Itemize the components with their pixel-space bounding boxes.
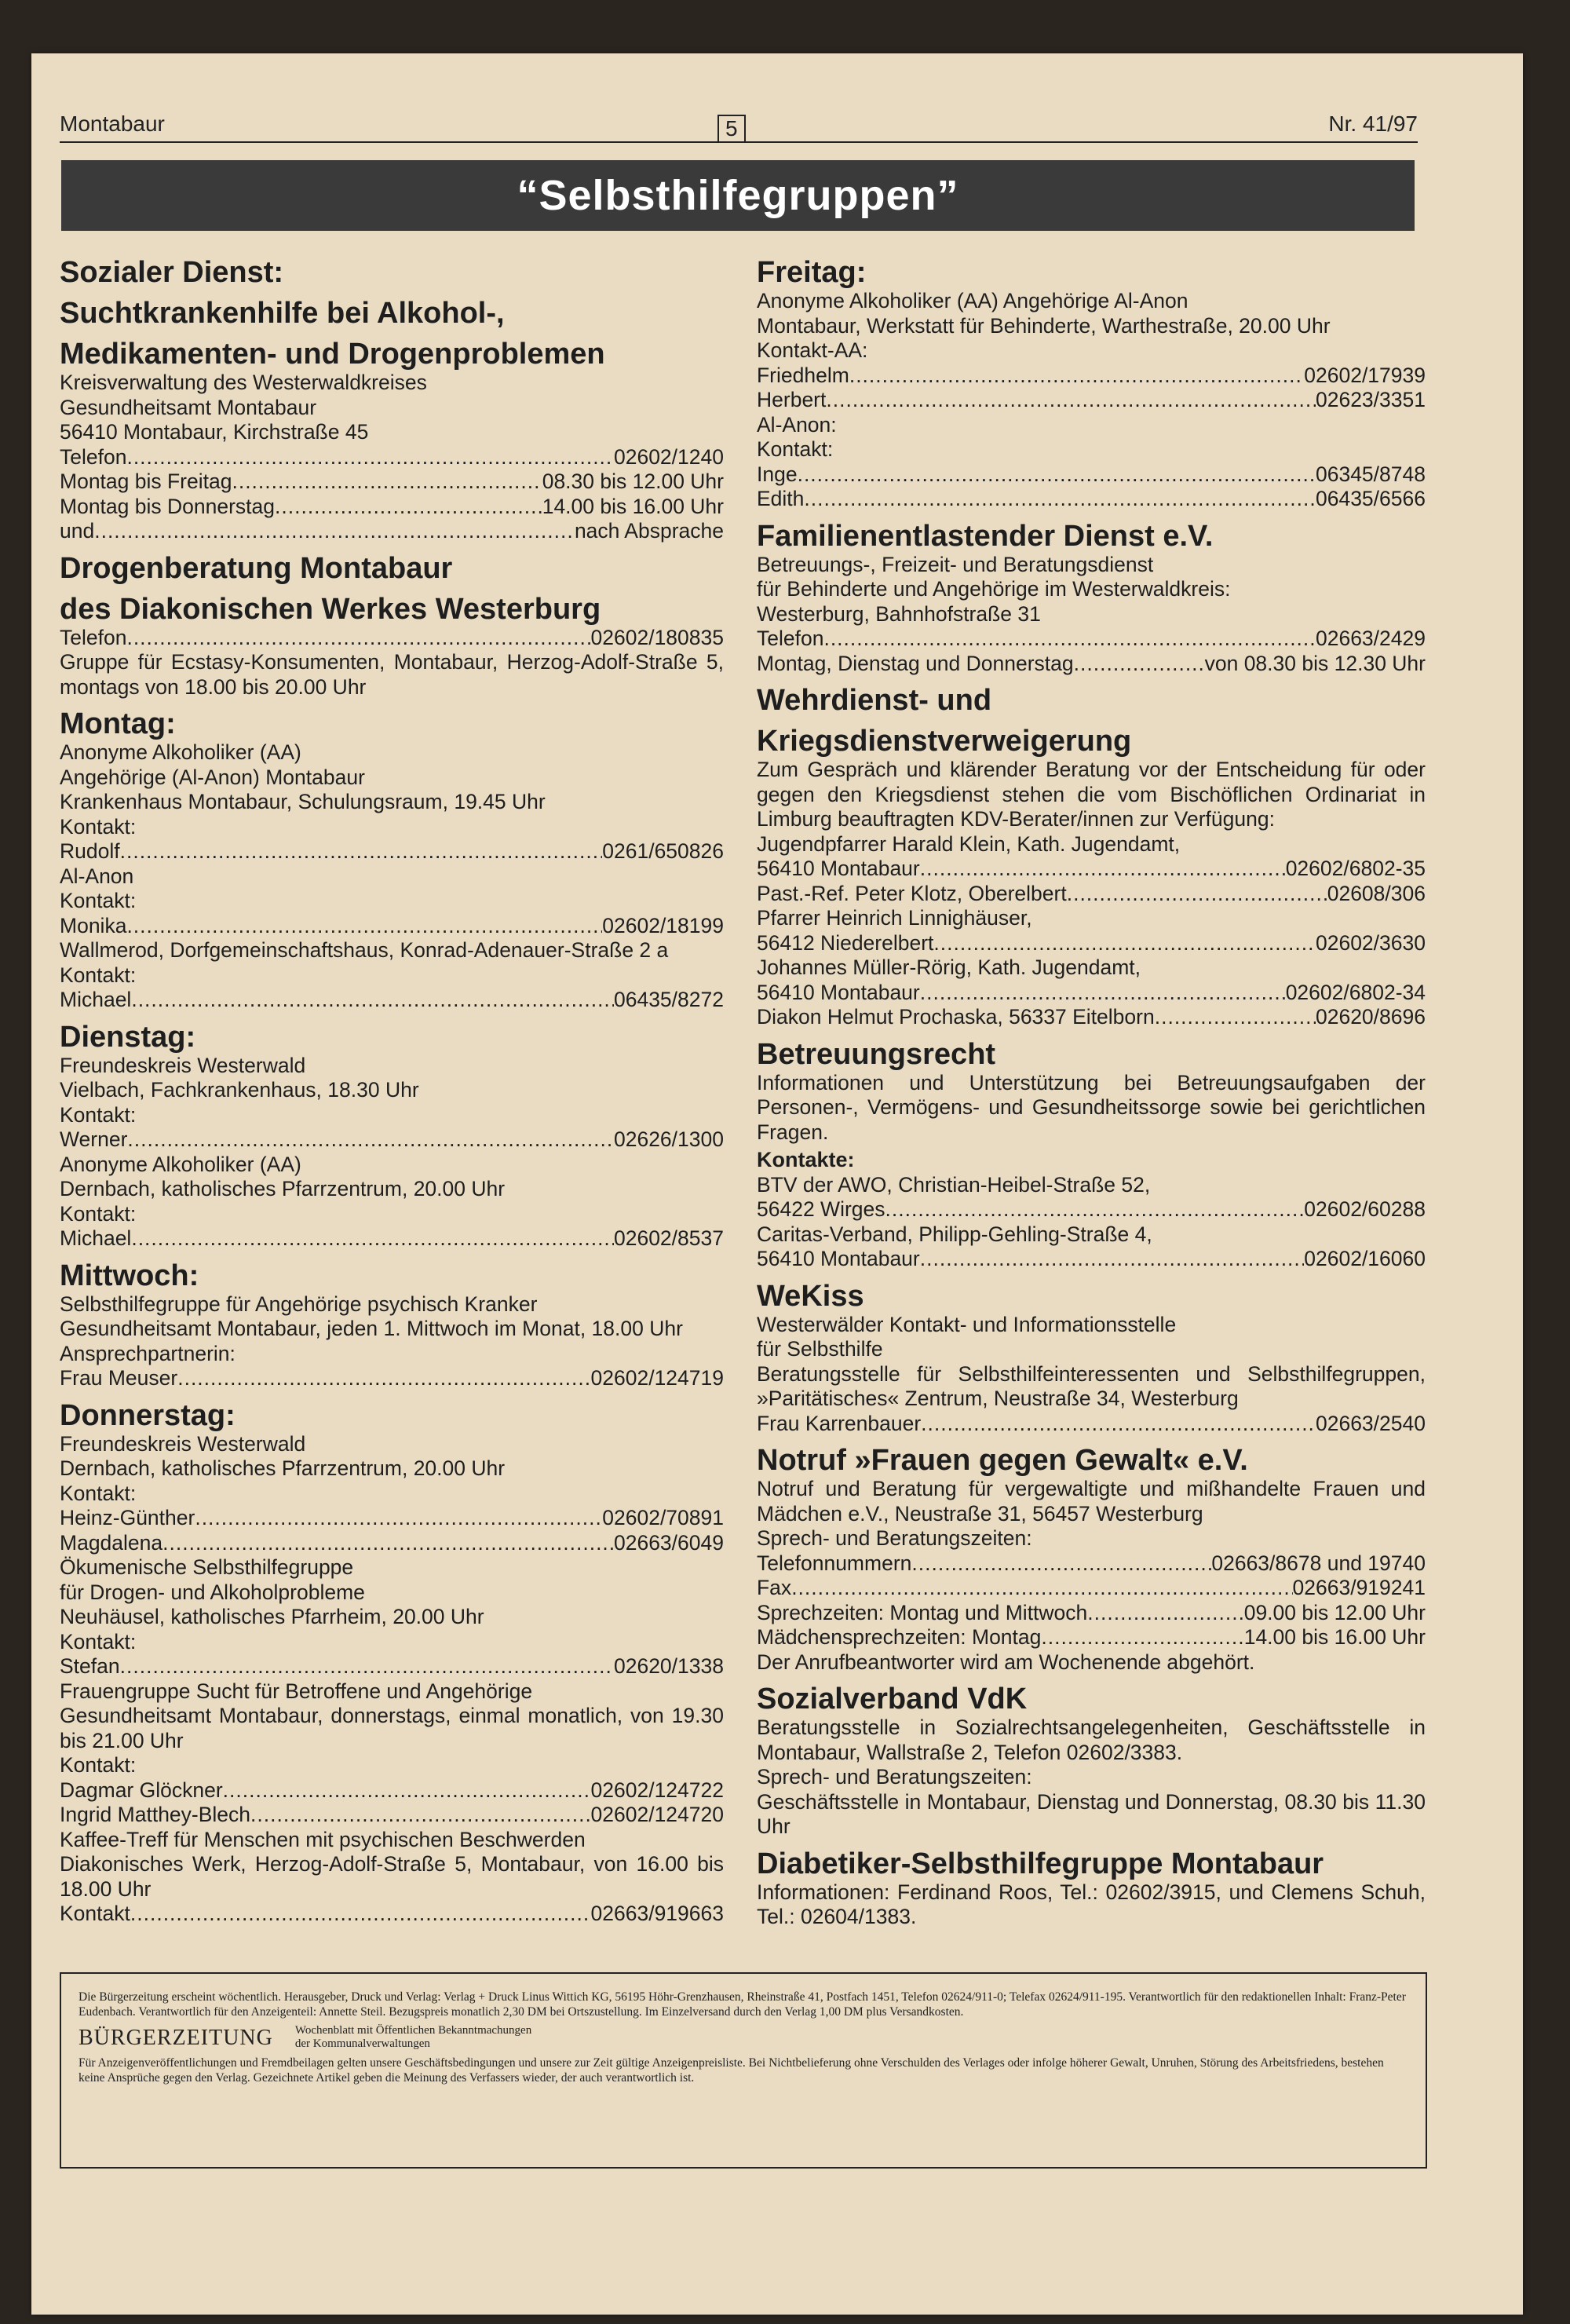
text-line: Informationen: Ferdinand Roos, Tel.: 02602/3915, und Clemens Schuh, Tel.: 02604/1383. <box>757 1880 1426 1928</box>
text-line: für Drogen- und Alkoholprobleme <box>60 1580 365 1604</box>
text-line: Neuhäusel, katholisches Pfarrheim, 20.00 Uhr <box>60 1605 484 1628</box>
text-line: Angehörige (Al-Anon) Montabaur <box>60 765 365 789</box>
entry-row <box>757 388 1426 413</box>
section-heading: Dienstag: <box>60 1020 196 1054</box>
dot-leader <box>1087 1601 1243 1626</box>
text-line: Diakonisches Werk, Herzog-Adolf-Straße 5, Montabaur, von 16.00 bis 18.00 Uhr <box>60 1852 724 1901</box>
brand-subtitle-2: der Kommunalverwaltungen <box>294 2037 430 2050</box>
entry-label: und <box>60 519 95 543</box>
entry-label: Sprechzeiten: Montag und Mittwoch <box>757 1600 1088 1624</box>
text-line: Westerwälder Kontakt- und Informationsstelle <box>757 1312 1177 1336</box>
text-line: Krankenhaus Montabaur, Schulungsraum, 19.45 Uhr <box>60 790 546 813</box>
entry-label: Dagmar Glöckner <box>60 1778 223 1802</box>
text-line: Selbsthilfegruppe für Angehörige psychisch Kranker <box>60 1292 538 1316</box>
entry-value: 08.30 bis 12.00 Uhr <box>542 470 724 493</box>
section-heading: Medikamenten- und Drogenproblemen <box>60 338 605 371</box>
text-line: Kontakt-AA: <box>757 338 868 362</box>
entry-value: 02620/1338 <box>613 1654 724 1678</box>
entry-value: 02602/18199 <box>602 913 724 937</box>
text-line: Freundeskreis Westerwald <box>60 1431 306 1456</box>
entry-value: von 08.30 bis 12.30 Uhr <box>1204 651 1426 675</box>
entry-value: 02608/306 <box>1327 881 1426 905</box>
text-line: Gesundheitsamt Montabaur <box>60 395 317 419</box>
imprint-text: Die Bürgerzeitung erscheint wöchentlich. Herausgeber, Druck und Verlag: Verlag + Druck Linus Wittich KG, 56195 Höhr-Grenzhausen, Rheinstraße 41, Postfach 1451, Telefon 02624/911-0; Telefax 02624/911-195. Verantwortlich für den redaktionellen Inhalt: Franz-Peter Eudenbach. Verantwortlich für den Anzeigenteil: Annette Steil. Bezugspreis monatlich 2,30 DM bei Ortszustellung. Im Einzelversand durch den Verlag 1,00 DM plus Versandkosten. <box>78 1990 1406 2019</box>
section-heading: Familienentlastender Dienst e.V. <box>757 519 1214 553</box>
text-line: Anonyme Alkoholiker (AA) <box>60 1152 301 1176</box>
section-heading: Suchtkrankenhilfe bei Alkohol-, <box>60 297 505 330</box>
dot-leader <box>933 931 1316 956</box>
entry-value: 02623/3351 <box>1315 388 1426 411</box>
entry-label: Telefon <box>60 625 127 649</box>
text-line: Montabaur, Werkstatt für Behinderte, Warthestraße, 20.00 Uhr <box>757 313 1331 338</box>
entry-value: 06435/6566 <box>1315 487 1426 510</box>
dot-leader <box>823 627 1316 652</box>
text-line: Kontakt: <box>60 1102 137 1127</box>
entry-label: Friedhelm <box>757 363 849 387</box>
entry-label: Telefon <box>60 444 127 469</box>
brand-subtitle <box>295 2024 531 2051</box>
entry-value: 02626/1300 <box>613 1127 724 1151</box>
dot-leader <box>1074 652 1205 677</box>
issue-number: Nr. 41/97 <box>1328 111 1418 136</box>
entry-value: 02602/124722 <box>590 1778 724 1802</box>
entry-row <box>60 470 724 495</box>
text-line: 56410 Montabaur, Kirchstraße 45 <box>60 420 369 444</box>
section-heading: des Diakonischen Werkes Westerburg <box>60 592 601 626</box>
text-line: Kontakt: <box>757 437 834 461</box>
entry-value: 02602/6802-34 <box>1285 980 1426 1004</box>
entry-row <box>757 1197 1426 1222</box>
terms-text: Für Anzeigenveröffentlichungen und Fremdbeilagen gelten unsere Geschäftsbedingungen und unsere zur Zeit gültige Anzeigenpreisliste. Bei Nichtbelieferung ohne Verschulden des Verlages oder infolge höherer Gewalt, Unruhen, Störung des Arbeitsfriedens, bestehen keine Ansprüche gegen den Verlag. Gezeichnete Artikel geben die Meinung des Verfassers wieder, der auch verantwortlich ist. <box>78 2056 1384 2085</box>
text-line: Gruppe für Ecstasy-Konsumenten, Montabaur, Herzog-Adolf-Straße 5, montags von 18.00 bis 20.00 Uhr <box>60 650 724 699</box>
dot-leader <box>177 1366 590 1391</box>
entry-label: Past.-Ref. Peter Klotz, Oberelbert <box>757 881 1067 905</box>
dot-leader <box>920 1247 1305 1272</box>
entry-row <box>757 487 1426 512</box>
entry-label: Magdalena <box>60 1530 163 1555</box>
entry-label: 56422 Wirges <box>757 1197 885 1221</box>
entry-value: 02602/17939 <box>1304 363 1426 387</box>
entry-value: 02663/2540 <box>1315 1411 1426 1435</box>
entry-value: 02602/124719 <box>590 1366 724 1390</box>
text-line: für Behinderte und Angehörige im Westerwaldkreis: <box>757 577 1231 601</box>
entry-label: Frau Meuser <box>60 1366 178 1390</box>
text-line: Vielbach, Fachkrankenhaus, 18.30 Uhr <box>60 1078 419 1102</box>
text-line: Sprech- und Beratungszeiten: <box>757 1526 1032 1550</box>
text-line: Westerburg, Bahnhofstraße 31 <box>757 601 1041 626</box>
entry-label: Fax <box>757 1576 792 1599</box>
entry-value: 02663/919241 <box>1292 1576 1426 1599</box>
text-line: Gesundheitsamt Montabaur, jeden 1. Mittwoch im Monat, 18.00 Uhr <box>60 1317 683 1340</box>
entry-label: Mädchensprechzeiten: Montag <box>757 1625 1042 1649</box>
dot-leader <box>195 1506 602 1531</box>
entry-row <box>757 857 1426 882</box>
text-line: Gesundheitsamt Montabaur, donnerstags, einmal monatlich, von 19.30 bis 21.00 Uhr <box>60 1704 724 1752</box>
dot-leader <box>232 470 542 495</box>
entry-label: Herbert <box>757 388 827 411</box>
entry-value: 02602/8537 <box>613 1226 724 1250</box>
brand-name: BÜRGERZEITUNG <box>78 2025 273 2050</box>
section-heading: WeKiss <box>757 1279 864 1313</box>
right-column <box>757 256 1426 1930</box>
dot-leader <box>791 1576 1292 1601</box>
dot-leader <box>804 487 1316 512</box>
page-header <box>60 107 1418 143</box>
text-line: Kontakt: <box>60 814 137 839</box>
dot-leader <box>120 839 603 864</box>
entry-row <box>60 1902 724 1927</box>
text-line: Dernbach, katholisches Pfarrzentrum, 20.00 Uhr <box>60 1456 506 1480</box>
text-line: für Selbsthilfe <box>757 1337 883 1361</box>
text-line: Kontakt: <box>60 1629 137 1653</box>
entry-row <box>60 1366 724 1391</box>
header-town: Montabaur <box>60 111 165 136</box>
dot-leader <box>223 1778 591 1803</box>
text-line: Freundeskreis Westerwald <box>60 1053 306 1077</box>
entry-value: 02602/16060 <box>1304 1247 1426 1270</box>
entry-label: Inge <box>757 462 798 486</box>
entry-label: Montag bis Freitag <box>60 470 232 493</box>
dot-leader <box>162 1531 614 1556</box>
entry-row <box>60 1531 724 1556</box>
text-line: Beratungsstelle in Sozialrechtsangelegenheiten, Geschäftsstelle in Montabaur, Wallstraße 2, Telefon 02602/3383. <box>757 1716 1426 1764</box>
entry-value: 14.00 bis 16.00 Uhr <box>542 494 724 518</box>
text-line: Pfarrer Heinrich Linnighäuser, <box>757 906 1032 930</box>
entry-row <box>60 1778 724 1803</box>
brand-line <box>78 2024 1408 2051</box>
entry-label: Montag, Dienstag und Donnerstag <box>757 651 1074 675</box>
section-heading: Wehrdienst- und <box>757 684 992 717</box>
dot-leader <box>120 1654 614 1679</box>
section-heading: Betreuungsrecht <box>757 1037 996 1071</box>
section-banner: “Selbsthilfegruppen” <box>61 160 1415 231</box>
entry-value: 02602/1240 <box>613 444 724 469</box>
entry-label: Stefan <box>60 1654 120 1678</box>
dot-leader <box>885 1197 1305 1222</box>
entry-row <box>757 931 1426 956</box>
section-heading: Freitag: <box>757 256 867 289</box>
entry-row <box>60 1506 724 1531</box>
entry-row <box>757 1625 1426 1650</box>
dot-leader <box>126 626 590 651</box>
text-line: Caritas-Verband, Philipp-Gehling-Straße 4, <box>757 1222 1152 1246</box>
entry-label: Rudolf <box>60 839 120 863</box>
dot-leader <box>275 495 542 520</box>
entry-label: Diakon Helmut Prochaska, 56337 Eitelborn <box>757 1005 1155 1029</box>
entry-row <box>757 882 1426 907</box>
entry-value: 09.00 bis 12.00 Uhr <box>1243 1600 1426 1624</box>
text-line: Der Anrufbeantworter wird am Wochenende abgehört. <box>757 1650 1255 1674</box>
entry-value: 06435/8272 <box>613 988 724 1011</box>
text-line: Sprech- und Beratungszeiten: <box>757 1765 1032 1789</box>
entry-row <box>757 1551 1426 1577</box>
entry-row <box>60 839 724 864</box>
text-line: Kontakt: <box>60 1753 137 1777</box>
entry-value: 02602/180835 <box>590 625 724 649</box>
text-line: Anonyme Alkoholiker (AA) <box>60 740 301 764</box>
section-heading: Kriegsdienstverweigerung <box>757 725 1132 758</box>
entry-row <box>60 1127 724 1153</box>
text-line: Wallmerod, Dorfgemeinschaftshaus, Konrad-Adenauer-Straße 2 a <box>60 938 669 962</box>
dot-leader <box>250 1803 590 1828</box>
entry-row <box>60 914 724 939</box>
dot-leader <box>1041 1625 1243 1650</box>
section-heading: Mittwoch: <box>60 1259 199 1292</box>
entry-row <box>757 981 1426 1006</box>
dot-leader <box>1067 882 1327 907</box>
text-line: Anonyme Alkoholiker (AA) Angehörige Al-Anon <box>757 289 1188 312</box>
section-heading: Sozialer Dienst: <box>60 256 284 289</box>
entry-row <box>60 1226 724 1252</box>
brand-subtitle-1: Wochenblatt mit Öffentlichen Bekanntmachungen <box>294 2024 532 2037</box>
entry-label: Telefon <box>757 627 824 650</box>
text-line: Informationen und Unterstützung bei Betreuungsaufgaben der Personen-, Vermögens- und Gesundheitssorge sowie bei gerichtlichen Fragen. <box>757 1070 1426 1144</box>
entry-value: 02602/6802-35 <box>1285 857 1426 880</box>
entry-row <box>757 1576 1426 1601</box>
text-line: Geschäftsstelle in Montabaur, Dienstag und Donnerstag, 08.30 bis 11.30 Uhr <box>757 1789 1426 1838</box>
entry-row <box>60 519 724 544</box>
dot-leader <box>126 445 614 470</box>
dot-leader <box>94 519 575 544</box>
entry-row <box>757 1601 1426 1626</box>
dot-leader <box>920 857 1286 882</box>
entry-label: Frau Karrenbauer <box>757 1411 922 1435</box>
text-line: Ökumenische Selbsthilfegruppe <box>60 1555 354 1579</box>
dot-leader <box>131 988 614 1013</box>
text-line: Kreisverwaltung des Westerwaldkreises <box>60 371 427 394</box>
entry-label: 56412 Niederelbert <box>757 930 934 955</box>
text-line: Kontakt: <box>60 963 137 987</box>
entry-value: 0261/650826 <box>602 839 724 863</box>
imprint-box <box>60 1972 1427 2169</box>
dot-leader <box>911 1551 1211 1577</box>
entry-value: 02602/3630 <box>1315 930 1426 955</box>
text-line: Zum Gespräch und klärender Beratung vor der Entscheidung für oder gegen den Kriegsdienst stehen die vom Bischöflichen Ordinariat in Limburg beauftragten KDV-Berater/innen zur Verfügung: <box>757 758 1426 831</box>
text-line: Notruf und Beratung für vergewaltigte und mißhandelte Frauen und Mädchen e.V., Neustraße 31, 56457 Westerburg <box>757 1477 1426 1526</box>
entry-label: Ingrid Matthey-Blech <box>60 1803 251 1826</box>
entry-row <box>757 364 1426 389</box>
entry-row <box>757 1247 1426 1272</box>
entry-value: 06345/8748 <box>1315 462 1426 486</box>
entry-row <box>757 1005 1426 1030</box>
entry-label: Edith <box>757 487 805 510</box>
entry-row <box>757 652 1426 677</box>
entry-row <box>60 1654 724 1679</box>
entry-value: 02602/70891 <box>602 1506 724 1529</box>
section-heading: Donnerstag: <box>60 1398 236 1432</box>
entry-label: 56410 Montabaur <box>757 980 920 1004</box>
dot-leader <box>826 388 1316 413</box>
subheading: Kontakte: <box>757 1148 855 1171</box>
text-line: Kaffee-Treff für Menschen mit psychischen Beschwerden <box>60 1827 586 1851</box>
text-line: Al-Anon <box>60 864 134 888</box>
dot-leader <box>1155 1005 1316 1030</box>
text-line: BTV der AWO, Christian-Heibel-Straße 52, <box>757 1172 1151 1197</box>
entry-value: 02663/2429 <box>1315 627 1426 650</box>
section-heading: Sozialverband VdK <box>757 1683 1028 1716</box>
dot-leader <box>127 1127 614 1153</box>
entry-value: 14.00 bis 16.00 Uhr <box>1243 1625 1426 1649</box>
text-line: Beratungsstelle für Selbsthilfeinteressenten und Selbsthilfegruppen, »Paritätisches« Zentrum, Neustraße 34, Westerburg <box>757 1361 1426 1410</box>
entry-label: Montag bis Donnerstag <box>60 494 275 518</box>
text-line: Kontakt: <box>60 889 137 912</box>
text-line: Betreuungs-, Freizeit- und Beratungsdienst <box>757 552 1154 576</box>
entry-value: 02602/124720 <box>590 1803 724 1826</box>
entry-label: Werner <box>60 1127 128 1151</box>
dot-leader <box>130 1902 591 1927</box>
entry-value: 02620/8696 <box>1315 1005 1426 1029</box>
entry-label: Michael <box>60 988 132 1011</box>
section-heading: Montag: <box>60 707 176 740</box>
entry-label: 56410 Montabaur <box>757 857 920 880</box>
left-column <box>60 256 724 1927</box>
entry-row <box>60 988 724 1013</box>
entry-label: 56410 Montabaur <box>757 1247 920 1270</box>
entry-row <box>60 1803 724 1828</box>
entry-value: 02602/60288 <box>1304 1197 1426 1221</box>
entry-row <box>757 1412 1426 1437</box>
entry-row <box>60 445 724 470</box>
entry-label: Monika <box>60 913 127 937</box>
entry-value: nach Absprache <box>574 519 724 543</box>
section-heading: Diabetiker-Selbsthilfegruppe Montabaur <box>757 1847 1324 1880</box>
page-number: 5 <box>717 115 746 143</box>
text-line: Jugendpfarrer Harald Klein, Kath. Jugendamt, <box>757 831 1181 856</box>
entry-label: Telefonnummern <box>757 1551 912 1575</box>
entry-label: Heinz-Günther <box>60 1506 195 1529</box>
text-line: Frauengruppe Sucht für Betroffene und Angehörige <box>60 1679 533 1703</box>
text-line: Kontakt: <box>60 1481 137 1505</box>
entry-row <box>60 495 724 520</box>
dot-leader <box>921 1412 1316 1437</box>
entry-row <box>757 462 1426 488</box>
entry-value: 02663/6049 <box>613 1530 724 1555</box>
section-heading: Drogenberatung Montabaur <box>60 551 453 585</box>
dot-leader <box>920 981 1286 1006</box>
text-line: Kontakt: <box>60 1201 137 1226</box>
text-line: Ansprechpartnerin: <box>60 1341 236 1365</box>
text-line: Dernbach, katholisches Pfarrzentrum, 20.00 Uhr <box>60 1177 506 1200</box>
entry-value: 02663/919663 <box>590 1902 724 1925</box>
dot-leader <box>126 914 602 939</box>
text-line: Al-Anon: <box>757 412 837 437</box>
text-line: Johannes Müller-Rörig, Kath. Jugendamt, <box>757 956 1141 979</box>
entry-label: Kontakt <box>60 1902 130 1925</box>
section-heading: Notruf »Frauen gegen Gewalt« e.V. <box>757 1444 1248 1477</box>
entry-value: 02663/8678 und 19740 <box>1211 1551 1426 1575</box>
entry-label: Michael <box>60 1226 132 1250</box>
dot-leader <box>131 1226 614 1252</box>
dot-leader <box>849 364 1304 389</box>
entry-row <box>60 626 724 651</box>
entry-row <box>757 627 1426 652</box>
dot-leader <box>798 462 1316 488</box>
